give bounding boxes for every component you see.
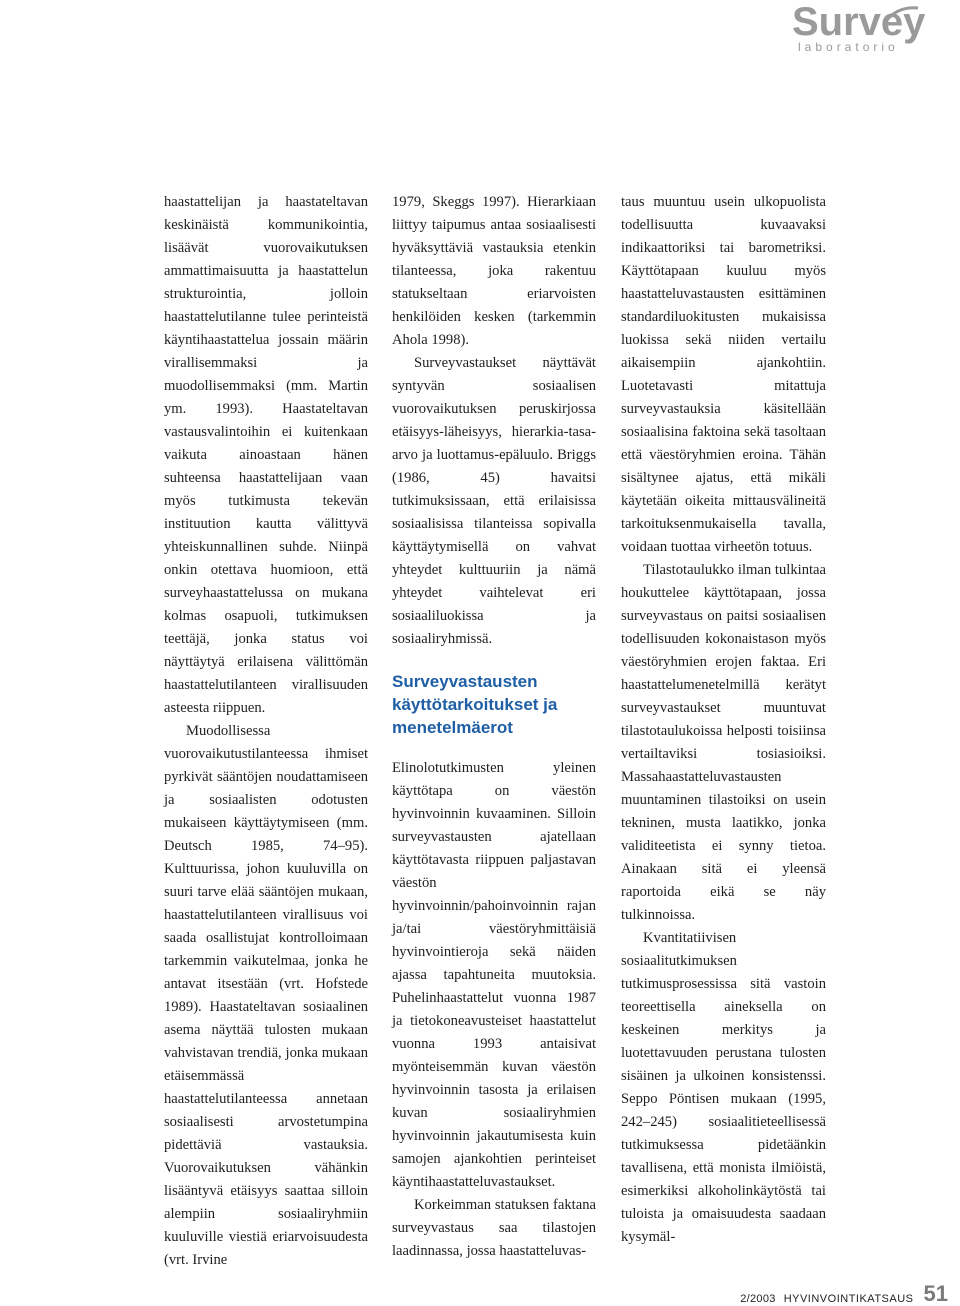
page-number: 51 bbox=[923, 1281, 948, 1306]
logo-subtitle: laboratorio bbox=[798, 40, 899, 54]
issue-number: 2/2003 bbox=[740, 1293, 776, 1305]
page-footer bbox=[740, 1283, 948, 1305]
body-paragraph: Surveyvastaukset näyttävät syntyvän sosiaalisen vuorovaikutuksen peruskirjossa etäisyys-läheisyys, hierarkia-tasa-arvo ja luottamus-epäluulo. Briggs (1986, 45) havaitsi tutkimuksissaan, että erilaisissa sosiaalisissa tilanteissa sopivalla käyttäytymisellä on vahvat yhteydet kulttuuriin ja nämä yhteydet vaihtelevat eri sosiaaliluokissa ja sosiaaliryhmissä. bbox=[392, 355, 596, 647]
text-column-2 bbox=[392, 191, 596, 1263]
body-paragraph: taus muuntuu usein ulkopuolista todellisuutta kuvaavaksi indikaattoriksi tai barometriksi. Käyttötapaan kuuluu myös haastatteluvastausten esittäminen standardiluokitusten mukaisissa luokissa sekä niiden vertailu aikaisempiin ajankohtiin. Luotetavasti mitattuja surveyvastauksia käsitellään sosiaalisina faktoina sekä tasoltaan että väestöryhmien eroina. Tähän sisältynee ajatus, että mikäli käytetään oikeita mittausvälineitä tarkoituksenmukaisella tavalla, voidaan tuottaa virheetön totuus. bbox=[621, 194, 826, 555]
body-paragraph: Elinolotutkimusten yleinen käyttötapa on väestön hyvinvoinnin kuvaaminen. Silloin surveyvastausten ajatellaan käyttötavasta riippuen paljastavan väestön hyvinvoinnin/pahoinvoinnin rajan ja/tai väestöryhmittäisiä hyvinvointieroja sekä näiden ajassa tapahtuneita muutoksia. Puhelinhaastattelut vuonna 1987 ja tietokoneavusteiset haastattelut vuonna 1993 antaisivat myönteisemmän kuvan väestön hyvinvoinnin tasosta ja erilaisen kuvan sosiaaliryhmien hyvinvoinnin jakautumisesta kuin samojen ajankohtien perinteiset käyntihaastatteluvastaukset. bbox=[392, 760, 596, 1190]
body-paragraph: Korkeimman statuksen faktana surveyvastaus saa tilastojen laadinnassa, jossa haastatteluvas- bbox=[392, 1197, 596, 1259]
body-paragraph: 1979, Skeggs 1997). Hierarkiaan liittyy taipumus antaa sosiaalisesti hyväksyttäviä vastauksia etenkin tilanteessa, joka rakentuu statukseltaan eriarvoisten henkilöiden kesken (tarkemmin Ahola 1998). bbox=[392, 194, 596, 348]
survey-laboratorio-logo bbox=[772, 2, 960, 58]
body-paragraph: Kvantitatiivisen sosiaalitutkimuksen tutkimusprosessissa sitä vastoin teoreettisella aineksella on keskeinen merkitys ja luotettavuuden perustana tulosten sisäinen ja ulkoinen konsistenssi. Seppo Pöntisen mukaan (1995, 242–245) sosiaalitieteellisessä tutkimuksessa pidetäänkin tavallisena, että monista ilmiöistä, esimerkiksi alkoholinkäytöstä tai tuloista ja omaisuudesta saadaan kysymäl- bbox=[621, 930, 826, 1245]
text-column-1 bbox=[164, 191, 368, 1272]
body-paragraph: haastattelijan ja haastateltavan keskinäistä kommunikointia, lisäävät vuorovaikutuksen ammattimaisuutta ja haastattelun strukturointia, jolloin haastattelutilanne tulee perinteistä käyntihaastattelua jossain määrin virallisemmaksi ja muodollisemmaksi (mm. Martin ym. 1993). Haastateltavan vastausvalintoihin ei kuitenkaan vaikuta ainoastaan hänen suhteensa haastattelijaan vaan myös tutkimusta tekevän instituution kautta välittyvä yhteiskunnallinen suhde. Niinpä onkin otettava huomioon, että surveyhaastattelussa on mukana kolmas osapuoli, tutkimuksen teettäjä, jonka status voi näyttäytyä erilaisena välittömän haastattelutilanteen virallisuuden asteesta riippuen. bbox=[164, 194, 368, 716]
body-paragraph: Muodollisessa vuorovaikutustilanteessa ihmiset pyrkivät sääntöjen noudattamiseen ja sosiaalisten odotusten mukaiseen käyttäytymiseen (mm. Deutsch 1985, 74–95). Kulttuurissa, johon kuuluvilla on suuri tarve elää sääntöjen mukaan, haastattelutilanteen virallisuus voi saada osallistujat kontrolloimaan tarkemmin vaikutelmaa, jonka he antavat itsestään (vrt. Hofstede 1989). Haastateltavan sosiaalinen asema näyttää tulosten mukaan vahvistavan trendiä, jonka mukaan etäisemmässä haastattelutilanteessa annetaan sosiaalisesti arvostetumpina pidettäviä vastauksia. Vuorovaikutuksen vähänkin lisääntyvä etäisyys saattaa silloin alempiin sosiaaliryhmiin kuuluville viestiä eriarvoisuudesta (vrt. Irvine bbox=[164, 723, 368, 1268]
logo-wordmark: Survey bbox=[792, 0, 926, 44]
text-column-3 bbox=[621, 191, 826, 1249]
body-paragraph: Tilastotaulukko ilman tulkintaa houkuttelee käyttötapaan, jossa surveyvastaus on paitsi sosiaalisen todellisuuden kokonaistason myös väestöryhmien erojen faktaa. Eri haastattelumenetelmillä kerätyt surveyvastaukset muuntuvat tilastotaulukoissa helposti toisiinsa vertailtaviksi tosiasioiksi. Massahaastatteluvastausten muuntaminen tilastoiksi on usein tekninen, musta laatikko, jonka validiteetista ei synny tietoa. Ainakaan sitä ei yleensä raportoida eikä se näy tulkinnoissa. bbox=[621, 562, 826, 923]
publication-name: HYVINVOINTIKATSAUS bbox=[783, 1293, 914, 1305]
section-heading: Surveyvastausten käyttötarkoitukset ja menetelmäerot bbox=[392, 672, 558, 737]
